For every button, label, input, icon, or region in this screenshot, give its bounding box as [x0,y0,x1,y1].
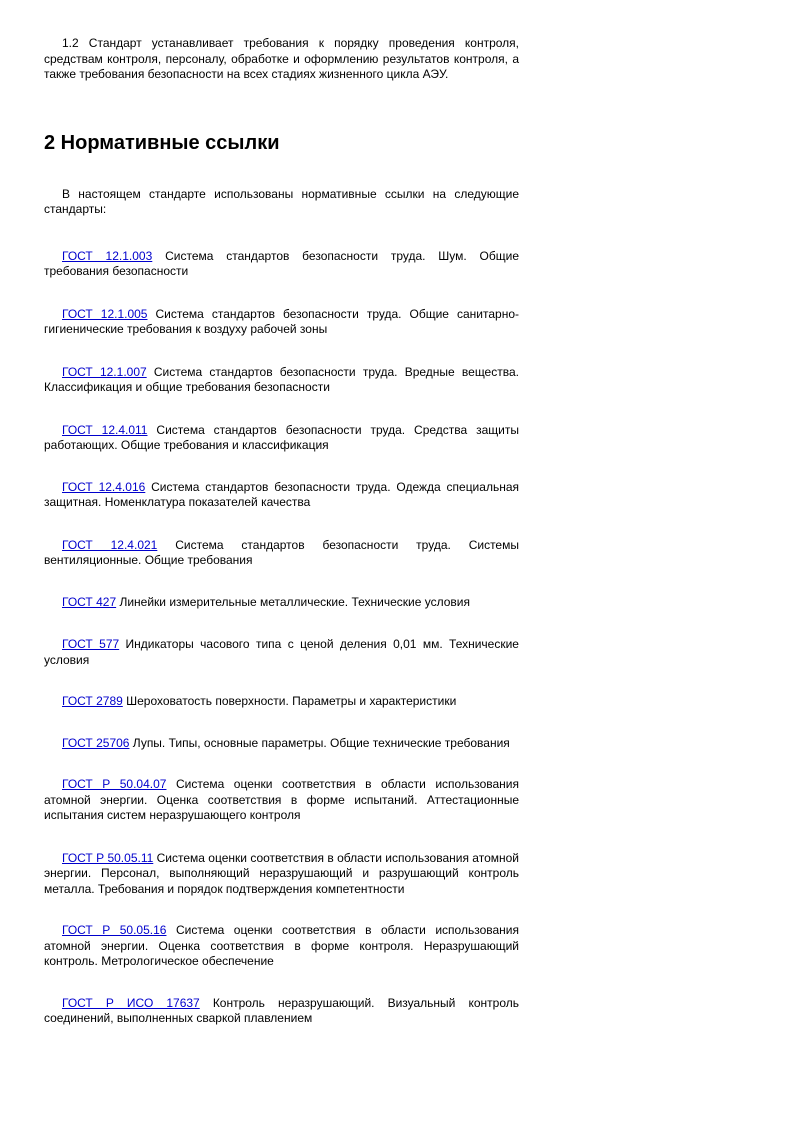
reference-title: Система стандартов безопасности труда. Шум. Общие требования безопасности [44,248,519,278]
reference-link[interactable]: ГОСТ 577 [62,637,120,651]
reference-link[interactable]: ГОСТ Р 50.05.11 [62,850,154,865]
references-list [44,218,519,1027]
reference-item [44,423,519,454]
reference-link[interactable]: ГОСТ 12.1.005 [62,306,148,321]
reference-item [44,365,519,396]
reference-item [44,736,519,752]
reference-link[interactable]: ГОСТ 12.4.016 [62,479,146,494]
reference-title: Контроль неразрушающий. Визуальный контроль соединений, выполненных сваркой плавлением [44,995,519,1025]
reference-title: Система стандартов безопасности труда. Средства защиты работающих. Общие требования и классификация [44,422,519,452]
reference-item [44,637,519,668]
reference-link[interactable]: ГОСТ 12.1.007 [62,364,147,379]
section-lead-paragraph: В настоящем стандарте использованы нормативные ссылки на следующие стандарты: [44,186,519,216]
section-heading: 2 Нормативные ссылки [44,131,280,154]
reference-link[interactable]: ГОСТ 12.4.011 [62,422,148,437]
reference-link[interactable]: ГОСТ Р ИСО 17637 [62,995,200,1010]
reference-link[interactable]: ГОСТ 2789 [62,694,123,708]
reference-item [44,480,519,511]
reference-item [44,694,519,710]
reference-item [44,307,519,338]
reference-item [44,777,519,824]
reference-item [44,923,519,970]
reference-link[interactable]: ГОСТ 25706 [62,735,130,750]
reference-title: Линейки измерительные металлические. Технические условия [116,594,471,609]
reference-title: Система оценки соответствия в области использования атомной энергии. Оценка соответствия в форме испытаний. Аттестационные испытания систем неразрушающего контроля [44,777,519,822]
reference-title: Система стандартов безопасности труда. Вредные вещества. Классификация и общие требования безопасности [44,364,519,394]
reference-item [44,538,519,569]
reference-link[interactable]: ГОСТ Р 50.05.16 [62,923,167,937]
reference-link[interactable]: ГОСТ Р 50.04.07 [62,777,167,791]
intro-paragraph: 1.2 Стандарт устанавливает требования к порядку проведения контроля, средствам контроля, персоналу, обработке и оформлению результатов контроля, а также требования безопасности на всех стадиях жизненного цикла АЭУ. [44,36,519,81]
reference-item [44,996,519,1027]
reference-title: Система оценки соответствия в области использования атомной энергии. Персонал, выполняющий неразрушающий и разрушающий контроль металла. Требования и порядок подтверждения компетентности [44,850,519,896]
reference-link[interactable]: ГОСТ 427 [62,594,117,609]
reference-title: Лупы. Типы, основные параметры. Общие технические требования [129,735,510,750]
reference-title: Индикаторы часового типа с ценой деления 0,01 мм. Технические условия [44,637,519,667]
document-page [44,36,519,1027]
reference-title: Шероховатость поверхности. Параметры и характеристики [122,694,457,708]
reference-link[interactable]: ГОСТ 12.4.021 [62,537,158,552]
reference-title: Система стандартов безопасности труда. Общие санитарно-гигиенические требования к воздуху рабочей зоны [44,306,519,336]
reference-title: Система оценки соответствия в области использования атомной энергии. Оценка соответствия в форме контроля. Неразрушающий контроль. Метрологическое обеспечение [44,923,519,968]
reference-title: Система стандартов безопасности труда. Одежда специальная защитная. Номенклатура показателей качества [44,479,519,509]
reference-item [44,851,519,898]
reference-title: Система стандартов безопасности труда. Системы вентиляционные. Общие требования [44,537,519,567]
reference-item [44,595,519,611]
reference-link[interactable]: ГОСТ 12.1.003 [62,248,153,263]
reference-item [44,249,519,280]
